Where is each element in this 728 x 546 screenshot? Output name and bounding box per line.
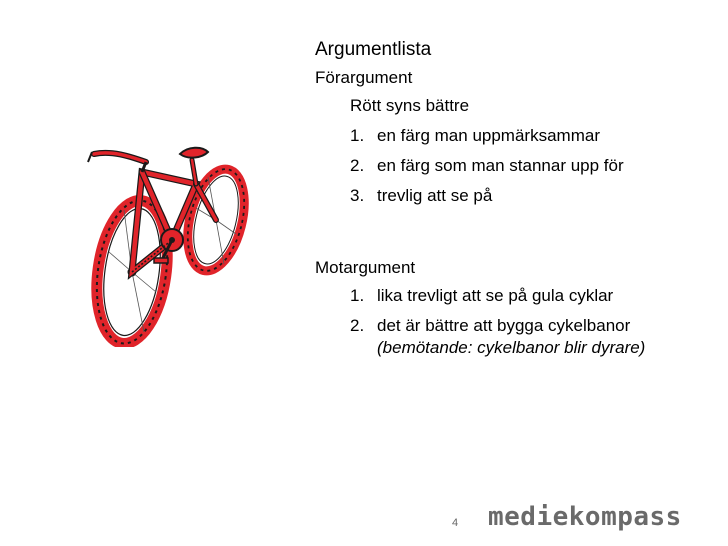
item-content (377, 315, 645, 359)
pro-heading: Förargument (315, 68, 413, 87)
pro-item (350, 185, 720, 207)
item-text: det är bättre att bygga cykelbanor (377, 316, 631, 335)
item-number: 2. (350, 316, 365, 335)
section-gap (315, 215, 720, 257)
page-number: 4 (452, 517, 459, 529)
pro-item (350, 125, 720, 147)
con-item (350, 315, 720, 359)
mediekompass-logo: mediekompass (488, 502, 682, 532)
item-number: 1. (350, 286, 365, 305)
slide-title: Argumentlista (315, 39, 432, 60)
handlebar (88, 152, 146, 172)
pro-intro: Rött syns bättre (350, 96, 470, 115)
bicycle-illustration (84, 132, 254, 347)
bike-frame (132, 160, 216, 272)
item-number: 3. (350, 186, 365, 205)
item-number: 2. (350, 156, 365, 175)
argument-list (315, 38, 720, 367)
con-heading: Motargument (315, 258, 416, 277)
item-text: lika trevligt att se på gula cyklar (377, 286, 614, 305)
saddle (180, 148, 208, 158)
item-text: en färg man uppmärksammar (377, 126, 600, 145)
item-text: en färg som man stannar upp för (377, 156, 624, 175)
rebuttal-text: (bemötande: cykelbanor blir dyrare) (377, 338, 646, 357)
pro-item (350, 155, 720, 177)
item-text: trevlig att se på (377, 186, 493, 205)
con-item (350, 285, 720, 307)
item-number: 1. (350, 126, 365, 145)
